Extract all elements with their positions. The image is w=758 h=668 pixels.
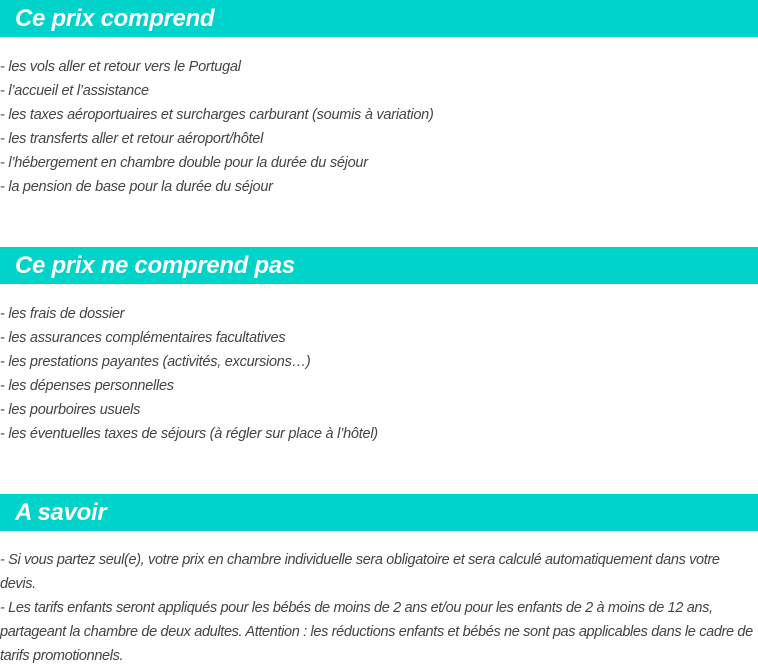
paragraph: - Si vous partez seul(e), votre prix en chambre individuelle sera obligatoire et sera calculé automatiquement dans votre devis. [0, 552, 720, 592]
section-header-included [0, 0, 758, 37]
list-item: - les pourboires usuels [0, 402, 141, 418]
good-to-know-text [0, 548, 756, 668]
list-item: - l’accueil et l’assistance [0, 83, 149, 99]
list-item: - les éventuelles taxes de séjours (à régler sur place à l’hôtel) [0, 426, 378, 442]
list-item: - l’hébergement en chambre double pour la durée du séjour [0, 155, 368, 171]
list-item: - la pension de base pour la durée du séjour [0, 179, 273, 195]
included-list [0, 55, 758, 199]
list-item: - les prestations payantes (activités, excursions…) [0, 354, 311, 370]
section-title: A savoir [15, 499, 107, 526]
section-header-good-to-know [0, 494, 758, 531]
list-item: - les vols aller et retour vers le Portugal [0, 59, 241, 75]
list-item: - les taxes aéroportuaires et surcharges carburant (soumis à variation) [0, 107, 434, 123]
paragraph: - Les tarifs enfants seront appliqués pour les bébés de moins de 2 ans et/ou pour les enfants de 2 à moins de 12 ans, partageant la chambre de deux adultes. Attention : les réductions enfants et bébés ne sont pas applicables dans le cadre de tarifs promotionnels. [0, 600, 753, 664]
section-title: Ce prix comprend [15, 5, 215, 32]
section-header-not-included [0, 247, 758, 284]
list-item: - les frais de dossier [0, 306, 125, 322]
list-item: - les assurances complémentaires facultatives [0, 330, 286, 346]
list-item: - les dépenses personnelles [0, 378, 174, 394]
section-title: Ce prix ne comprend pas [15, 252, 295, 279]
not-included-list [0, 302, 758, 446]
list-item: - les transferts aller et retour aéroport/hôtel [0, 131, 264, 147]
